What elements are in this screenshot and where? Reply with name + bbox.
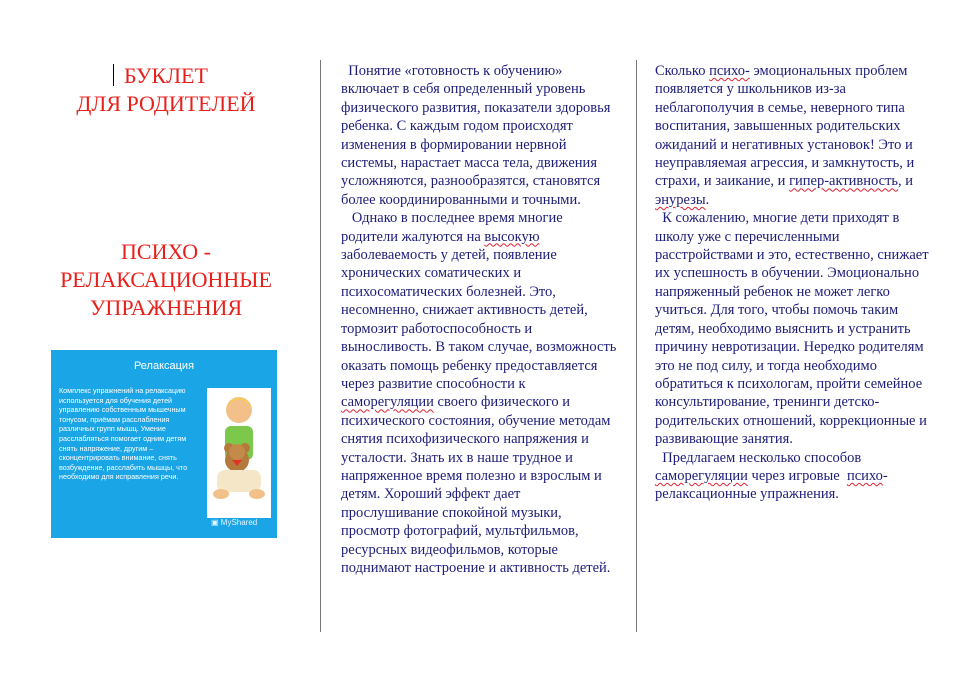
paragraph-readiness: Понятие «готовность к обучению» включает в себя определенный уровень физического развития, показатели здоровья ребенка. С каждым годом происходят изменения в формировании нервной системы, нарастает масса тела, движения усложняются, разнообразятся, становятся более координированными и точными. xyxy=(341,63,615,208)
child-with-teddy-illustration xyxy=(207,388,271,518)
column-2-text xyxy=(341,62,619,577)
paragraph-help: К сожалению, многие дети приходят в школу уже с перечисленными расстройствами и это, естественно, снижает их успешность в обучении. Эмоционально напряженный ребенок не может легко учиться. Для того, чтобы помочь таким детям, необходимо выяснить и устранить причину невротизации. Нередко родителям это не под силу, и тогда необходимо обратиться к психологам, пройти семейное консультирование, тренинги детско-родительских отношений, коррекционные и развивающие занятия. xyxy=(655,210,933,448)
column-3-text xyxy=(655,62,933,504)
column-divider-right xyxy=(636,60,637,632)
subtitle-line-2: РЕЛАКСАЦИОННЫЕ xyxy=(60,267,272,292)
booklet-subtitle xyxy=(26,238,306,322)
relaxation-slide-image xyxy=(51,350,277,538)
myshared-logo: ▣ MyShared xyxy=(211,518,258,527)
paragraph-offer: Предлагаем несколько способов саморегуляции через игровые психо-релаксационные упражнения. xyxy=(655,449,888,503)
paragraph-problems: Сколько психо- эмоциональных проблем появляется у школьников из-за неблагополучия в семье, неверного типа воспитания, завышенных родительских ожиданий и негативных установок! Это и неуправляемая агрессия, и замкнутость, и страхи, и заикание, и гипер-активность, и энурезы. xyxy=(655,63,915,208)
column-divider-left xyxy=(320,60,321,632)
slide-title: Релаксация xyxy=(133,360,195,372)
subtitle-line-3: УПРАЖНЕНИЯ xyxy=(89,295,243,320)
booklet-title xyxy=(26,62,306,118)
subtitle-line-1: ПСИХО - xyxy=(121,239,211,264)
title-line-1: БУКЛЕТ xyxy=(124,63,208,88)
paragraph-illness: Однако в последнее время многие родители жалуются на высокую заболеваемость у детей, появление хронических соматических и психосоматических болезней. Это, несомненно, снижает активность детей, тормозит работоспособность и выносливость. В таком случае, возможность оказать помощь ребенку предоставляется через развитие способности к саморегуляции своего физического и психического состояния, обучение методам снятия психофизического напряжения и усталости. Знать их в наше трудное и напряженное время полезно и взрослым и детям. Хороший эффект дает прослушивание спокойной музыки, просмотр фотографий, мультфильмов, ресурсных видеофильмов, которые поднимают настроение и активность детей. xyxy=(341,210,621,576)
slide-body: Комплекс упражнений на релаксацию используется для обучения детей управлению собственным мышечным тонусом, приёмам расслабления различных групп мышц. Умение расслабляться помогает одним детям снять напряжение, другим – сконцентрировать внимание, снять возбуждение, расслабить мышцы, что необходимо для исправления речи. xyxy=(59,386,188,482)
title-line-2: ДЛЯ РОДИТЕЛЕЙ xyxy=(76,91,256,116)
